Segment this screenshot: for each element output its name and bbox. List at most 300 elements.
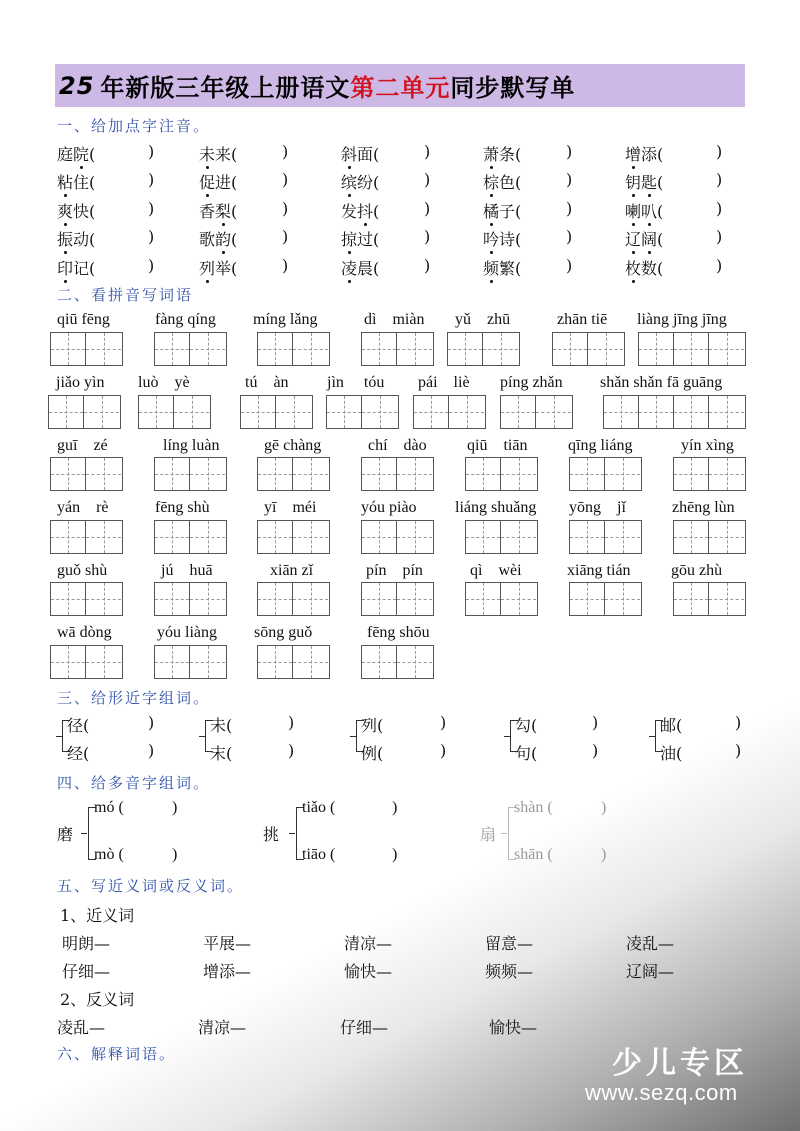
grid-cell[interactable] xyxy=(155,458,190,490)
word-char: 韵 xyxy=(215,227,231,250)
answer-blank[interactable] xyxy=(669,170,716,190)
pinyin-label: yōng jǐ xyxy=(569,499,626,516)
grid-cell[interactable] xyxy=(709,458,744,490)
grid-cell[interactable] xyxy=(276,396,311,428)
annotate-item xyxy=(341,256,379,279)
answer-blank[interactable] xyxy=(109,1015,189,1035)
answer-blank[interactable] xyxy=(527,227,566,247)
similar-char-bottom: 经( xyxy=(67,744,90,763)
pinyin-label: píng zhǎn xyxy=(500,374,563,391)
grid-cell[interactable] xyxy=(448,333,483,365)
answer-blank[interactable] xyxy=(678,959,758,979)
writing-grid[interactable] xyxy=(603,395,746,429)
grid-cell[interactable] xyxy=(397,583,432,615)
grid-cell[interactable] xyxy=(293,583,328,615)
writing-grid[interactable] xyxy=(569,520,642,554)
grid-cell[interactable] xyxy=(190,521,225,553)
answer-blank[interactable] xyxy=(540,713,592,733)
grid-cell[interactable] xyxy=(501,458,536,490)
grid-cell[interactable] xyxy=(414,396,449,428)
answer-blank[interactable] xyxy=(92,741,148,761)
brace-tick xyxy=(199,736,205,737)
answer-blank[interactable] xyxy=(101,256,148,276)
antonym-item: 清凉— xyxy=(198,1018,247,1037)
answer-blank[interactable] xyxy=(243,170,282,190)
word-char: 增 xyxy=(625,142,641,165)
writing-grid[interactable] xyxy=(569,582,642,616)
pinyin-label: zhēng lùn xyxy=(672,499,735,516)
grid-cell[interactable] xyxy=(501,396,536,428)
open-paren: ( xyxy=(515,230,522,249)
close-paren: ) xyxy=(392,846,398,863)
close-paren: ) xyxy=(424,227,431,246)
open-paren: ( xyxy=(231,145,238,164)
section-heading-6: 六、解释词语。 xyxy=(57,1045,177,1063)
grid-cell[interactable] xyxy=(674,458,709,490)
antonym-item: 仔细— xyxy=(340,1018,389,1037)
grid-cell[interactable] xyxy=(293,521,328,553)
close-paren: ) xyxy=(148,713,155,732)
title-highlight: 第二单元 xyxy=(350,74,451,102)
grid-cell[interactable] xyxy=(553,333,588,365)
open-paren: ( xyxy=(231,259,238,278)
annotate-item xyxy=(625,142,663,165)
answer-blank[interactable] xyxy=(243,227,282,247)
answer-blank[interactable] xyxy=(392,1015,472,1035)
answer-blank[interactable] xyxy=(243,256,282,276)
grid-cell[interactable] xyxy=(86,583,121,615)
synonym-item: 平展— xyxy=(203,934,252,953)
close-paren: ) xyxy=(282,227,289,246)
word-char: 纷 xyxy=(357,173,374,192)
grid-cell[interactable] xyxy=(362,583,397,615)
word-char: 梨 xyxy=(215,199,231,222)
open-paren: ( xyxy=(657,259,664,278)
polyphone-reading-top: mó ( xyxy=(94,799,124,816)
pinyin-label: gōu zhù xyxy=(671,562,723,579)
answer-blank[interactable] xyxy=(527,142,566,162)
writing-grid[interactable] xyxy=(240,395,313,429)
annotate-item xyxy=(57,142,95,165)
grid-cell[interactable] xyxy=(605,583,640,615)
writing-grid[interactable] xyxy=(361,520,434,554)
word-char: 印 xyxy=(57,256,73,279)
grid-cell[interactable] xyxy=(51,458,86,490)
grid-cell[interactable] xyxy=(51,646,86,678)
writing-grid[interactable] xyxy=(138,395,211,429)
close-paren: ) xyxy=(424,170,431,189)
word-char: 院 xyxy=(73,142,89,165)
word-char: 晨 xyxy=(357,259,374,278)
word-char: 匙 xyxy=(641,170,657,193)
word-char: 斜 xyxy=(341,142,357,165)
synonym-item: 明朗— xyxy=(62,934,111,953)
close-paren: ) xyxy=(282,170,289,189)
close-paren: ) xyxy=(440,713,447,732)
grid-cell[interactable] xyxy=(51,333,86,365)
word-char: 掠 xyxy=(341,227,357,250)
grid-cell[interactable] xyxy=(362,521,397,553)
writing-grid[interactable] xyxy=(50,520,123,554)
answer-blank[interactable] xyxy=(541,1015,621,1035)
word-char: 动 xyxy=(73,230,90,249)
close-paren: ) xyxy=(424,256,431,275)
answer-blank[interactable] xyxy=(101,142,148,162)
grid-cell[interactable] xyxy=(674,333,709,365)
grid-cell[interactable] xyxy=(605,458,640,490)
answer-blank[interactable] xyxy=(685,713,735,733)
writing-grid[interactable] xyxy=(465,457,538,491)
polyphone-reading-bottom: tiāo ( xyxy=(302,846,336,863)
title-prefix: 年新版三年级上册语文 xyxy=(100,74,351,102)
writing-grid[interactable] xyxy=(154,582,227,616)
word-char: 香 xyxy=(199,202,216,221)
answer-blank[interactable] xyxy=(138,799,172,819)
pinyin-label: shǎn shǎn fā guāng xyxy=(600,374,723,391)
grid-cell[interactable] xyxy=(709,583,744,615)
answer-blank[interactable] xyxy=(250,1015,330,1035)
close-paren: ) xyxy=(566,256,573,275)
writing-grid[interactable] xyxy=(673,582,746,616)
grid-cell[interactable] xyxy=(86,521,121,553)
word-char: 萧 xyxy=(483,142,499,165)
word-char: 促 xyxy=(199,170,215,193)
writing-grid[interactable] xyxy=(361,332,434,366)
grid-cell[interactable] xyxy=(155,521,190,553)
writing-grid[interactable] xyxy=(569,457,642,491)
writing-grid[interactable] xyxy=(447,332,520,366)
grid-cell[interactable] xyxy=(327,396,362,428)
writing-grid[interactable] xyxy=(361,457,434,491)
writing-grid[interactable] xyxy=(154,332,227,366)
writing-grid[interactable] xyxy=(361,645,434,679)
grid-cell[interactable] xyxy=(397,521,432,553)
pinyin-label: wā dòng xyxy=(57,624,112,641)
word-char: 缤 xyxy=(341,170,357,193)
close-paren: ) xyxy=(148,256,155,275)
word-char: 面 xyxy=(357,145,374,164)
answer-blank[interactable] xyxy=(243,142,282,162)
antonym-item: 凌乱— xyxy=(57,1018,106,1037)
grid-cell[interactable] xyxy=(397,333,432,365)
grid-cell[interactable] xyxy=(397,458,432,490)
answer-blank[interactable] xyxy=(385,142,424,162)
word-char: 橘 xyxy=(483,199,499,222)
similar-char-bottom: 句( xyxy=(515,744,538,763)
answer-blank[interactable] xyxy=(537,959,617,979)
answer-blank[interactable] xyxy=(235,741,288,761)
annotate-item xyxy=(483,142,521,165)
writing-grid[interactable] xyxy=(326,395,399,429)
annotate-item xyxy=(57,256,95,279)
answer-blank[interactable] xyxy=(669,142,716,162)
writing-grid[interactable] xyxy=(257,332,330,366)
grid-cell[interactable] xyxy=(190,333,225,365)
pinyin-label: yóu piào xyxy=(361,499,417,516)
writing-grid[interactable] xyxy=(50,457,123,491)
answer-blank[interactable] xyxy=(558,799,601,819)
answer-blank[interactable] xyxy=(527,199,566,219)
writing-grid[interactable] xyxy=(257,457,330,491)
pinyin-label: tú àn xyxy=(245,374,289,391)
brace-tick xyxy=(501,833,507,834)
grid-cell[interactable] xyxy=(362,646,397,678)
answer-blank[interactable] xyxy=(101,170,148,190)
grid-cell[interactable] xyxy=(362,458,397,490)
brace-tick xyxy=(649,736,655,737)
word-char: 条 xyxy=(499,145,516,164)
answer-blank[interactable] xyxy=(346,846,392,866)
grid-cell[interactable] xyxy=(258,458,293,490)
word-char: 辽 xyxy=(625,227,641,250)
grid-cell[interactable] xyxy=(709,396,744,428)
grid-cell[interactable] xyxy=(86,458,121,490)
grid-cell[interactable] xyxy=(639,333,674,365)
open-paren: ( xyxy=(657,202,664,221)
writing-grid[interactable] xyxy=(48,395,121,429)
close-paren: ) xyxy=(282,256,289,275)
grid-cell[interactable] xyxy=(709,333,744,365)
writing-grid[interactable] xyxy=(500,395,573,429)
writing-grid[interactable] xyxy=(413,395,486,429)
grid-cell[interactable] xyxy=(466,583,501,615)
grid-cell[interactable] xyxy=(258,333,293,365)
annotate-item xyxy=(341,227,379,250)
open-paren: ( xyxy=(89,173,96,192)
word-char: 色 xyxy=(499,173,516,192)
grid-cell[interactable] xyxy=(155,646,190,678)
close-paren: ) xyxy=(282,142,289,161)
grid-cell[interactable] xyxy=(293,458,328,490)
answer-blank[interactable] xyxy=(396,931,476,951)
grid-cell[interactable] xyxy=(605,521,640,553)
grid-cell[interactable] xyxy=(84,396,119,428)
answer-blank[interactable] xyxy=(669,256,716,276)
answer-blank[interactable] xyxy=(669,227,716,247)
writing-grid[interactable] xyxy=(257,582,330,616)
close-paren: ) xyxy=(424,199,431,218)
answer-blank[interactable] xyxy=(558,846,601,866)
writing-grid[interactable] xyxy=(552,332,625,366)
writing-grid[interactable] xyxy=(50,582,123,616)
answer-blank[interactable] xyxy=(386,713,440,733)
word-char: 频 xyxy=(483,256,499,279)
pinyin-label: liáng shuǎng xyxy=(455,499,537,516)
pinyin-label: qiū fēng xyxy=(57,311,110,328)
answer-blank[interactable] xyxy=(138,846,172,866)
synonym-item: 仔细— xyxy=(62,962,111,981)
word-char: 钥 xyxy=(625,170,641,193)
pinyin-label: fēng shù xyxy=(155,499,210,516)
close-paren: ) xyxy=(716,256,723,275)
writing-grid[interactable] xyxy=(673,457,746,491)
grid-cell[interactable] xyxy=(258,521,293,553)
answer-blank[interactable] xyxy=(669,199,716,219)
answer-blank[interactable] xyxy=(114,931,194,951)
pinyin-label: yī méi xyxy=(264,499,317,516)
grid-cell[interactable] xyxy=(190,583,225,615)
grid-cell[interactable] xyxy=(483,333,518,365)
answer-blank[interactable] xyxy=(678,931,758,951)
writing-grid[interactable] xyxy=(154,645,227,679)
answer-blank[interactable] xyxy=(685,741,735,761)
writing-grid[interactable] xyxy=(673,520,746,554)
close-paren: ) xyxy=(424,142,431,161)
answer-blank[interactable] xyxy=(92,713,148,733)
grid-cell[interactable] xyxy=(293,333,328,365)
writing-grid[interactable] xyxy=(154,520,227,554)
section-heading-1: 一、给加点字注音。 xyxy=(57,117,211,135)
close-paren: ) xyxy=(566,170,573,189)
answer-blank[interactable] xyxy=(540,741,592,761)
grid-cell[interactable] xyxy=(190,458,225,490)
close-paren: ) xyxy=(592,741,599,760)
pinyin-label: xiāng tián xyxy=(567,562,631,579)
answer-blank[interactable] xyxy=(385,199,424,219)
open-paren: ( xyxy=(515,259,522,278)
writing-grid[interactable] xyxy=(465,520,538,554)
word-char: 枚 xyxy=(625,256,641,279)
writing-grid[interactable] xyxy=(257,645,330,679)
answer-blank[interactable] xyxy=(235,713,288,733)
section-heading-3: 三、给形近字组词。 xyxy=(57,689,211,707)
pinyin-label: guī zé xyxy=(57,437,108,454)
answer-blank[interactable] xyxy=(255,959,335,979)
open-paren: ( xyxy=(657,230,664,249)
watermark-url: www.sezq.com xyxy=(585,1080,738,1105)
open-paren: ( xyxy=(89,259,96,278)
open-paren: ( xyxy=(373,173,380,192)
word-char: 进 xyxy=(215,173,232,192)
writing-grid[interactable] xyxy=(154,457,227,491)
grid-cell[interactable] xyxy=(362,333,397,365)
answer-blank[interactable] xyxy=(385,256,424,276)
grid-cell[interactable] xyxy=(674,583,709,615)
answer-blank[interactable] xyxy=(255,931,335,951)
answer-blank[interactable] xyxy=(527,256,566,276)
word-char: 子 xyxy=(499,202,516,221)
answer-blank[interactable] xyxy=(346,799,392,819)
word-char: 喇 xyxy=(625,199,641,222)
open-paren: ( xyxy=(231,202,238,221)
writing-grid[interactable] xyxy=(257,520,330,554)
synonym-item: 愉快— xyxy=(344,962,393,981)
similar-char-top: 列( xyxy=(361,716,384,735)
grid-cell[interactable] xyxy=(51,521,86,553)
grid-cell[interactable] xyxy=(258,646,293,678)
grid-cell[interactable] xyxy=(86,333,121,365)
grid-cell[interactable] xyxy=(155,583,190,615)
grid-cell[interactable] xyxy=(86,646,121,678)
close-paren: ) xyxy=(735,741,742,760)
grid-cell[interactable] xyxy=(174,396,209,428)
grid-cell[interactable] xyxy=(709,521,744,553)
pinyin-label: guǒ shù xyxy=(57,562,108,579)
answer-blank[interactable] xyxy=(243,199,282,219)
pinyin-label: míng lǎng xyxy=(253,311,318,328)
writing-grid[interactable] xyxy=(50,645,123,679)
answer-blank[interactable] xyxy=(537,931,617,951)
grid-cell[interactable] xyxy=(139,396,174,428)
answer-blank[interactable] xyxy=(101,227,148,247)
grid-cell[interactable] xyxy=(570,521,605,553)
open-paren: ( xyxy=(373,202,380,221)
grid-cell[interactable] xyxy=(49,396,84,428)
word-char: 记 xyxy=(73,259,90,278)
section-heading-4: 四、给多音字组词。 xyxy=(57,774,211,792)
grid-cell[interactable] xyxy=(155,333,190,365)
answer-blank[interactable] xyxy=(385,170,424,190)
writing-grid[interactable] xyxy=(638,332,746,366)
grid-cell[interactable] xyxy=(501,583,536,615)
word-char: 爽 xyxy=(57,199,73,222)
grid-cell[interactable] xyxy=(397,646,432,678)
answer-blank[interactable] xyxy=(396,959,476,979)
answer-blank[interactable] xyxy=(101,199,148,219)
close-paren: ) xyxy=(735,713,742,732)
grid-cell[interactable] xyxy=(674,521,709,553)
close-paren: ) xyxy=(148,170,155,189)
grid-cell[interactable] xyxy=(190,646,225,678)
answer-blank[interactable] xyxy=(385,227,424,247)
polyphone-reading-bottom: shān ( xyxy=(514,846,553,863)
grid-cell[interactable] xyxy=(639,396,674,428)
grid-cell[interactable] xyxy=(449,396,484,428)
annotate-item xyxy=(625,256,663,279)
close-paren: ) xyxy=(148,741,155,760)
pinyin-label: liàng jīng jīng xyxy=(637,311,727,328)
pinyin-label: yóu liàng xyxy=(157,624,217,641)
writing-grid[interactable] xyxy=(361,582,434,616)
grid-cell[interactable] xyxy=(570,583,605,615)
word-char: 添 xyxy=(641,145,658,164)
grid-cell[interactable] xyxy=(241,396,276,428)
open-paren: ( xyxy=(515,173,522,192)
grid-cell[interactable] xyxy=(258,583,293,615)
annotate-item xyxy=(625,170,663,193)
polyphone-reading-bottom: mò ( xyxy=(94,846,124,863)
similar-char-top: 径( xyxy=(67,716,90,735)
grid-cell[interactable] xyxy=(570,458,605,490)
grid-cell[interactable] xyxy=(293,646,328,678)
pinyin-label: xiān zǐ xyxy=(270,562,314,579)
grid-cell[interactable] xyxy=(501,521,536,553)
grid-cell[interactable] xyxy=(466,521,501,553)
writing-grid[interactable] xyxy=(465,582,538,616)
grid-cell[interactable] xyxy=(604,396,639,428)
answer-blank[interactable] xyxy=(386,741,440,761)
similar-char-bottom: 油( xyxy=(660,744,683,763)
grid-cell[interactable] xyxy=(362,396,397,428)
answer-blank[interactable] xyxy=(527,170,566,190)
brace-tick xyxy=(504,736,510,737)
grid-cell[interactable] xyxy=(588,333,623,365)
grid-cell[interactable] xyxy=(536,396,571,428)
pinyin-label: yǔ zhū xyxy=(455,311,511,328)
open-paren: ( xyxy=(89,202,96,221)
word-char: 振 xyxy=(57,227,73,250)
grid-cell[interactable] xyxy=(466,458,501,490)
answer-blank[interactable] xyxy=(114,959,194,979)
grid-cell[interactable] xyxy=(51,583,86,615)
grid-cell[interactable] xyxy=(674,396,709,428)
synonym-item: 增添— xyxy=(203,962,252,981)
writing-grid[interactable] xyxy=(50,332,123,366)
brace-tick xyxy=(81,833,87,834)
annotate-item xyxy=(483,256,521,279)
synonym-item: 留意— xyxy=(485,934,534,953)
word-char: 阔 xyxy=(641,227,657,250)
